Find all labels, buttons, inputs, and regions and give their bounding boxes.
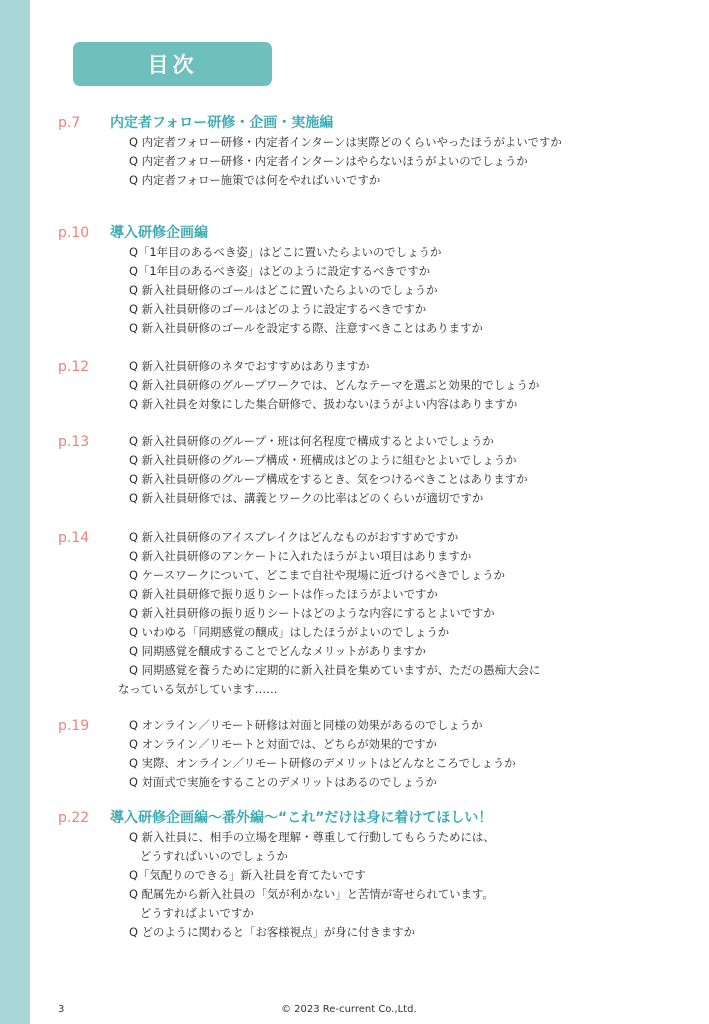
question-item[interactable]: Q 新入社員研修のグループワークでは、どんなテーマを選ぶと効果的でしょうか [129, 378, 540, 392]
side-bar [0, 0, 30, 1024]
question-item[interactable]: Q「気配りのできる」新入社員を育てたいです [129, 868, 366, 882]
question-item[interactable]: Q「1年目のあるべき姿」はどこに置いたらよいのでしょうか [129, 245, 442, 259]
question-item[interactable]: Q 新入社員研修のアイスブレイクはどんなものがおすすめですか [129, 530, 459, 544]
toc-section-p14 [58, 528, 698, 699]
page-number-link[interactable]: p.7 [58, 115, 81, 131]
question-item[interactable]: Q 新入社員研修のグループ・班は何名程度で構成するとよいでしょうか [129, 434, 494, 448]
question-item[interactable]: なっている気がしています…… [118, 682, 278, 696]
question-list [58, 828, 698, 942]
question-item[interactable]: Q 新入社員研修のネタでおすすめはありますか [129, 359, 370, 373]
page-number-link[interactable]: p.14 [58, 530, 90, 546]
page-number-link[interactable]: p.22 [58, 810, 90, 826]
question-item[interactable]: Q 新入社員に、相手の立場を理解・尊重して行動してもらうためには、 [129, 830, 495, 844]
question-list [58, 357, 698, 414]
question-item[interactable]: Q 新入社員研修のアンケートに入れたほうがよい項目はありますか [129, 549, 472, 563]
question-item[interactable]: Q「1年目のあるべき姿」はどのように設定するべきですか [129, 264, 430, 278]
question-item[interactable]: Q 新入社員を対象にした集合研修で、扱わないほうがよい内容はありますか [129, 397, 518, 411]
question-item[interactable]: Q 対面式で実施をすることのデメリットはあるのでしょうか [129, 775, 437, 789]
question-item[interactable]: Q 同期感覚を養うために定期的に新入社員を集めていますが、ただの愚痴大会に [129, 663, 541, 677]
question-item[interactable]: どうすればよいですか [129, 906, 254, 920]
footer-copyright: © 2023 Re-current Co.,Ltd. [281, 1004, 417, 1015]
toc-section-p22 [58, 808, 698, 942]
question-item[interactable]: Q オンライン／リモート研修は対面と同様の効果があるのでしょうか [129, 718, 483, 732]
toc-section-p19 [58, 716, 698, 792]
page-title: 目次 [73, 42, 272, 86]
question-item[interactable]: Q 新入社員研修で振り返りシートは作ったほうがよいですか [129, 587, 438, 601]
question-item[interactable]: Q 内定者フォロー施策では何をやればいいですか [129, 173, 381, 187]
page-number-link[interactable]: p.10 [58, 225, 90, 241]
toc-section-p12 [58, 357, 698, 414]
question-item[interactable]: Q 同期感覚を醸成することでどんなメリットがありますか [129, 644, 426, 658]
question-list [58, 133, 698, 190]
footer-page-number: 3 [58, 1004, 65, 1015]
question-item[interactable]: Q どのように関わると「お客様視点」が身に付きますか [129, 925, 415, 939]
question-item[interactable]: Q 新入社員研修の振り返りシートはどのような内容にするとよいですか [129, 606, 495, 620]
question-list [58, 716, 698, 792]
question-item[interactable]: Q 新入社員研修のゴールはどこに置いたらよいのでしょうか [129, 283, 438, 297]
question-item[interactable]: Q 実際、オンライン／リモート研修のデメリットはどんなところでしょうか [129, 756, 516, 770]
question-item[interactable]: Q 配属先から新入社員の「気が利かない」と苦情が寄せられています。 [129, 887, 494, 901]
question-list [58, 243, 698, 338]
question-item[interactable]: Q 新入社員研修のゴールを設定する際、注意すべきことはありますか [129, 321, 483, 335]
question-item[interactable]: Q オンライン／リモートと対面では、どちらが効果的ですか [129, 737, 437, 751]
toc-section-p10 [58, 223, 698, 338]
question-item[interactable]: Q いわゆる「同期感覚の醸成」はしたほうがよいのでしょうか [129, 625, 450, 639]
toc-section-p13 [58, 432, 698, 508]
question-list [58, 528, 698, 699]
question-item[interactable]: どうすればいいのでしょうか [129, 849, 288, 863]
section-heading[interactable]: 導入研修企画編～番外編～“これ”だけは身に着けてほしい！ [110, 810, 493, 826]
question-list [58, 432, 698, 508]
question-item[interactable]: Q ケースワークについて、どこまで自社や現場に近づけるべきでしょうか [129, 568, 506, 582]
question-item[interactable]: Q 新入社員研修では、講義とワークの比率はどのくらいが適切ですか [129, 491, 484, 505]
page-number-link[interactable]: p.13 [58, 434, 90, 450]
question-item[interactable]: Q 新入社員研修のゴールはどのように設定するべきですか [129, 302, 427, 316]
section-heading[interactable]: 内定者フォロー研修・企画・実施編 [110, 115, 334, 131]
question-item[interactable]: Q 新入社員研修のグループ構成をするとき、気をつけるべきことはありますか [129, 472, 528, 486]
question-item[interactable]: Q 内定者フォロー研修・内定者インターンは実際どのくらいやったほうがよいですか [129, 135, 562, 149]
question-item[interactable]: Q 内定者フォロー研修・内定者インターンはやらないほうがよいのでしょうか [129, 154, 528, 168]
page-number-link[interactable]: p.19 [58, 718, 90, 734]
question-item[interactable]: Q 新入社員研修のグループ構成・班構成はどのように組むとよいでしょうか [129, 453, 517, 467]
toc-section-p7 [58, 113, 698, 190]
page-number-link[interactable]: p.12 [58, 359, 90, 375]
section-heading[interactable]: 導入研修企画編 [110, 225, 208, 241]
